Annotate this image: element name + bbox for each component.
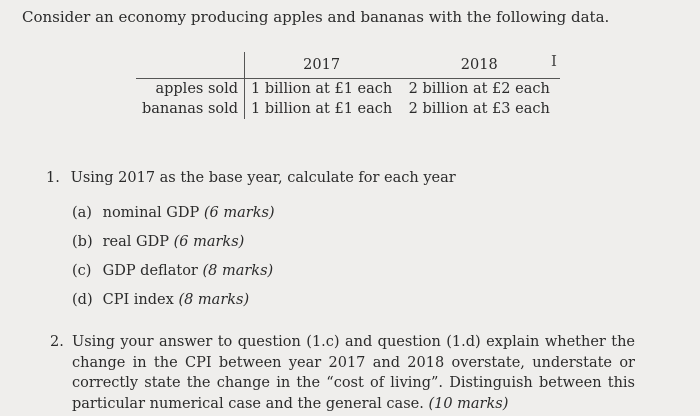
- header-2017: 2017: [245, 52, 399, 79]
- question-2-body: [72, 332, 635, 414]
- header-2018: 2018: [398, 52, 560, 79]
- part-text: real GDP: [102, 234, 169, 250]
- question-1b: [72, 234, 244, 250]
- part-text: CPI index: [102, 292, 174, 308]
- part-marks: (6 marks): [173, 234, 245, 250]
- question-2-text: Using your answer to question (1.c) and question (1.d) explain whether the change in the CPI between year 2017 and 2018 overstate, understate or correctly state the change in the “cost of living”. Distinguish between this particular numerical case and the general case.: [72, 334, 635, 412]
- table-corner-cell: [136, 52, 245, 79]
- part-label: (b): [72, 234, 93, 250]
- part-marks: (8 marks): [178, 292, 250, 308]
- question-1-number: 1.: [46, 170, 60, 186]
- cell-apples-2018: 2 billion at £2 each: [408, 81, 550, 97]
- row-label-apples: apples sold: [136, 79, 245, 100]
- cell-apples-2017: 1 billion at £1 each: [251, 81, 393, 97]
- question-1d: [72, 292, 249, 308]
- part-text: GDP deflator: [102, 263, 198, 279]
- question-2-number: 2.: [50, 334, 64, 350]
- question-2: [50, 332, 635, 414]
- part-text: nominal GDP: [102, 205, 200, 221]
- cell-bananas-2018: 2 billion at £3 each: [408, 101, 550, 117]
- part-label: (a): [72, 205, 92, 221]
- data-table: [136, 52, 560, 119]
- question-2-marks: (10 marks): [428, 395, 509, 412]
- row-label-bananas: bananas sold: [136, 99, 245, 119]
- table-row: [136, 79, 560, 100]
- part-label: (c): [72, 263, 92, 279]
- question-1c: [72, 263, 273, 279]
- text-cursor-icon: I: [551, 52, 557, 70]
- table-row: [136, 99, 560, 119]
- part-label: (d): [72, 292, 93, 308]
- question-1a: [72, 205, 275, 221]
- intro-text: Consider an economy producing apples and bananas with the following data.: [22, 8, 610, 26]
- part-marks: (6 marks): [203, 205, 275, 221]
- cell-bananas-2017: 1 billion at £1 each: [251, 101, 393, 117]
- table-header-row: [136, 52, 560, 79]
- question-1: [46, 170, 456, 186]
- part-marks: (8 marks): [202, 263, 274, 279]
- question-1-text: Using 2017 as the base year, calculate for each year: [70, 170, 456, 186]
